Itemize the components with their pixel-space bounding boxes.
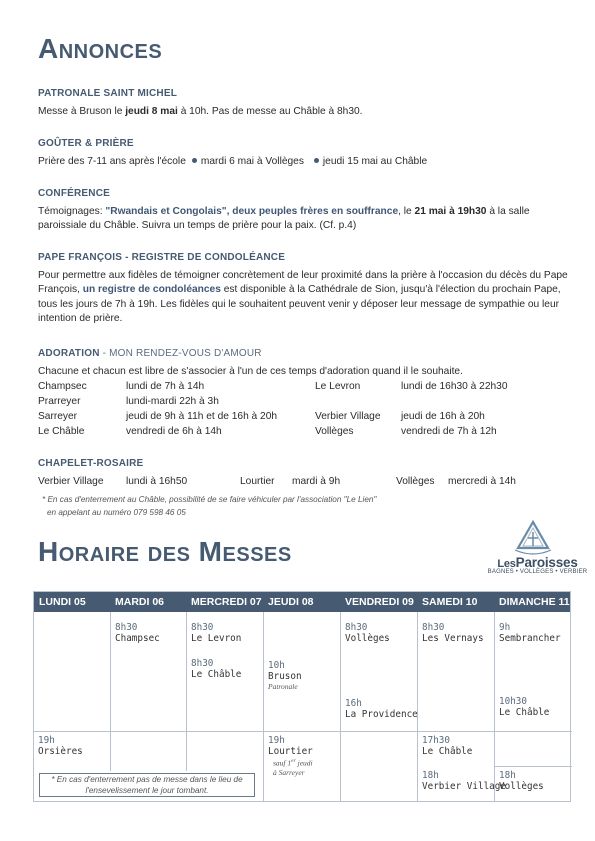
chapelet-place: Vollèges <box>396 475 435 487</box>
bullet-icon <box>192 158 197 163</box>
grid-line <box>34 731 572 732</box>
logo-les: Les <box>497 558 516 570</box>
ado-place: Prarreyer <box>38 396 81 407</box>
mass-entry: 8h30 Vollèges <box>345 622 390 644</box>
mass-entry: 8h30 Champsec <box>115 622 160 644</box>
ado-place <box>315 394 401 409</box>
table-header <box>34 592 570 612</box>
logo-paroisses: Paroisses <box>515 555 578 570</box>
ado-time: lundi de 7h à 14h <box>126 381 205 392</box>
ado-place: Le Châble <box>38 426 85 437</box>
mass-entry: 9h Sembrancher <box>499 622 561 644</box>
ado-time: vendredi de 6h à 14h <box>126 426 222 437</box>
ado-time <box>401 394 571 409</box>
grid-line <box>186 612 187 771</box>
paroisses-logo-text <box>480 555 595 575</box>
logo-sub: BAGNES • VOLLÈGES • VERBIER <box>487 569 588 575</box>
horaire-title: Horaire des Messes <box>38 536 292 567</box>
gouter-section <box>38 137 568 169</box>
adoration-intro: Chacune et chacun est libre de s'associer à l'un de ces temps d'adoration quand il le souhaite. <box>38 365 463 377</box>
col-jeudi: JEUDI 08 <box>268 596 314 608</box>
adoration-section <box>38 347 568 439</box>
ado-place: Champsec <box>38 381 87 392</box>
col-samedi: SAMEDI 10 <box>422 596 478 608</box>
note-enterrement: * En cas d'enterrement pas de messe dans le lieu de l'ensevelissement le jour tombant. <box>39 773 255 797</box>
ado-time: jeudi de 16h à 20h <box>401 411 485 422</box>
ado-time: lundi de 16h30 à 22h30 <box>401 381 508 392</box>
grid-line <box>340 612 341 802</box>
adoration-schedule <box>38 379 568 439</box>
bullet-icon <box>314 158 319 163</box>
ado-place: Vollèges <box>315 426 354 437</box>
mass-entry: 18h Verbier Village <box>422 770 506 792</box>
ado-time: lundi-mardi 22h à 3h <box>126 396 219 407</box>
ado-place: Verbier Village <box>315 411 381 422</box>
conference-text: Témoignages: "Rwandais et Congolais", deux peuples frères en souffrance, le 21 mai à 19h30 à la salle paroissiale du Châble. Suivra un temps de prière pour la paix. (Cf. p.4) <box>38 205 530 231</box>
chapelet-section <box>38 457 568 489</box>
note-lien-phone: en appelant au numéro 079 598 46 05 <box>47 508 186 517</box>
conference-section <box>38 187 568 234</box>
mass-entry: 17h30 Le Châble <box>422 735 473 757</box>
mass-entry: 8h30 Le Châble <box>191 658 242 680</box>
chapelet-place: Verbier Village <box>38 475 104 487</box>
ado-time: vendredi de 7h à 12h <box>401 426 497 437</box>
chapelet-title: CHAPELET-ROSAIRE <box>38 458 144 469</box>
mass-entry: 19h Lourtier sauf 1er jeudi à Sarreyer <box>268 735 313 777</box>
ado-place: Sarreyer <box>38 411 78 422</box>
col-mercredi: MERCREDI 07 <box>191 596 262 608</box>
grid-line <box>494 766 572 767</box>
patronale-text: Messe à Bruson le jeudi 8 mai à 10h. Pas de messe au Châble à 8h30. <box>38 105 363 117</box>
patronale-title: PATRONALE SAINT MICHEL <box>38 88 178 99</box>
gouter-title: GOÛTER & PRIÈRE <box>38 138 134 149</box>
adoration-title: ADORATION - MON RENDEZ-VOUS D'AMOUR <box>38 348 262 359</box>
chapelet-time: mardi à 9h <box>292 475 341 487</box>
pape-title: PAPE FRANÇOIS - REGISTRE DE CONDOLÉANCE <box>38 252 286 263</box>
ado-time: jeudi de 9h à 11h et de 16h à 20h <box>126 411 278 422</box>
mass-entry: 8h30 Les Vernays <box>422 622 484 644</box>
grid-line <box>110 612 111 771</box>
ado-place: Le Levron <box>315 381 361 392</box>
annonces-title: Annonces <box>38 33 163 64</box>
col-dimanche: DIMANCHE 11 <box>499 596 570 608</box>
pape-text: Pour permettre aux fidèles de témoigner concrètement de leur proximité dans la prière à l'occasion du décès du Pape François, un registre de condoléances est disponible à la Cathédrale de Sion, jusqu'à l'élection du prochain Pape, tous les jours de 7h à 19h. Les fidèles qui le souhaitent peuvent venir y déposer leur message de sympathie ou leur intention de prière. <box>38 269 568 324</box>
mass-entry: 10h30 Le Châble <box>499 696 550 718</box>
chapelet-time: mercredi à 14h <box>448 475 516 487</box>
chapelet-row <box>38 475 568 490</box>
note-lien: * En cas d'enterrement au Châble, possibilité de se faire véhiculer par l'association "Le Lien" <box>42 495 377 504</box>
messes-table <box>33 591 571 802</box>
mass-entry: 8h30 Le Levron <box>191 622 242 644</box>
mass-entry: 18h Vollèges <box>499 770 544 792</box>
chapelet-time: lundi à 16h50 <box>126 475 188 487</box>
col-lundi: LUNDI 05 <box>39 596 86 608</box>
gouter-text: Prière des 7-11 ans après l'école mardi 6 mai à Vollèges jeudi 15 mai au Châble <box>38 155 428 167</box>
chapelet-place: Lourtier <box>240 475 275 487</box>
mass-entry: 19h Orsières <box>38 735 83 757</box>
pape-section <box>38 251 568 327</box>
mass-entry: 16h La Providence <box>345 698 418 720</box>
grid-line <box>263 612 264 802</box>
patronale-section <box>38 87 568 119</box>
col-mardi: MARDI 06 <box>115 596 165 608</box>
col-vendredi: VENDREDI 09 <box>345 596 414 608</box>
mass-entry: 10h Bruson Patronale <box>268 660 302 691</box>
conference-title: CONFÉRENCE <box>38 188 111 199</box>
